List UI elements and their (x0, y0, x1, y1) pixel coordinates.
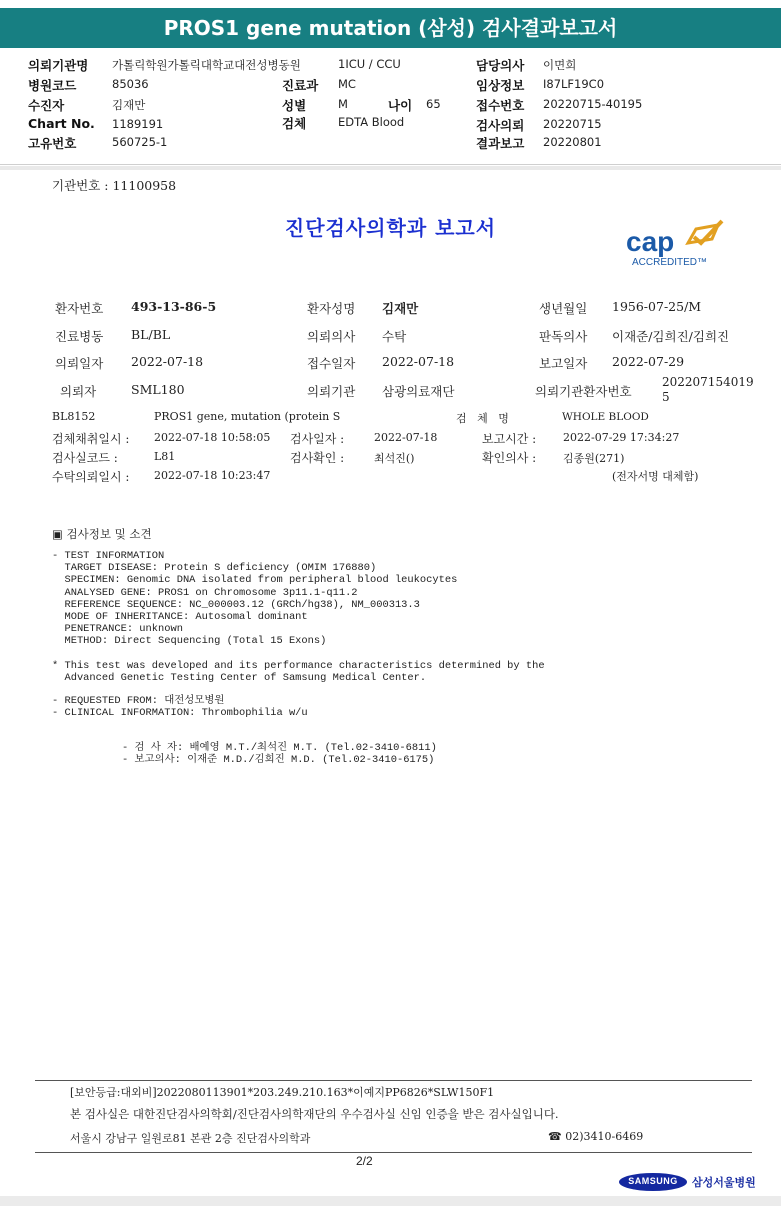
header-value: 이면희 (543, 58, 577, 72)
bottom-band (0, 1196, 781, 1206)
field-label: 확인의사 : (482, 451, 537, 465)
field-label: 의뢰기관환자번호 (535, 384, 632, 399)
hospital-name: 삼성서울병원 (692, 1176, 756, 1189)
header-label: 수진자 (28, 98, 65, 113)
header-value: 65 (426, 97, 441, 111)
reading-doctors: 이재준/김희진/김희진 (612, 329, 730, 344)
staff-contacts-block: - 검 사 자: 배예영 M.T./최석진 M.T. (Tel.02-3410-6811) - 보고의사: 이재준 M.D./김희진 M.D. (Tel.02-3410-6175) (122, 742, 437, 767)
header-value: 가톨릭학원가톨릭대학교대전성병동원 (112, 58, 301, 72)
test-date: 2022-07-18 (374, 431, 438, 444)
samsung-logo (618, 1172, 688, 1192)
requester: SML180 (131, 382, 185, 397)
test-confirmer: 최석진() (374, 452, 415, 465)
ordering-doctor: 수탁 (382, 329, 407, 344)
header-label: 임상정보 (476, 78, 525, 93)
request-header (0, 50, 781, 165)
header-label: 검체 (282, 116, 307, 131)
section-heading: ▣ 검사정보 및 소견 (52, 527, 152, 541)
field-label: 접수일자 (307, 356, 356, 371)
institution-number: 기관번호 : 11100958 (52, 178, 177, 193)
birth-date: 1956-07-25/M (612, 299, 702, 314)
lab-address: 서울시 강남구 일원로81 본관 2층 진단검사의학과 (70, 1132, 311, 1145)
header-label: Chart No. (28, 116, 95, 131)
report-time: 2022-07-29 17:34:27 (563, 431, 680, 444)
report-title-bar: PROS1 gene mutation (삼성) 검사결과보고서 (0, 8, 781, 48)
header-value: 20220715-40195 (543, 97, 643, 111)
header-value: 560725-1 (112, 135, 168, 149)
requesting-institution: 삼광의료재단 (382, 384, 455, 399)
svg-text:ACCREDITED™: ACCREDITED™ (632, 257, 708, 268)
field-label: 진료병동 (55, 329, 104, 344)
test-name: PROS1 gene, mutation (protein S (154, 410, 341, 423)
field-label: 의뢰일자 (55, 356, 104, 371)
header-label: 고유번호 (28, 136, 77, 151)
field-label: 검사일자 : (290, 432, 345, 446)
receipt-date: 2022-07-18 (382, 354, 455, 369)
request-information-block: - REQUESTED FROM: 대전성모병원 - CLINICAL INFORMATION: Thrombophilia w/u (52, 695, 308, 720)
header-value: EDTA Blood (338, 115, 405, 129)
report-heading: 진단검사의학과 보고서 (284, 216, 497, 240)
header-label: 진료과 (282, 78, 319, 93)
cap-logo-icon (618, 215, 728, 275)
ward: BL/BL (131, 327, 171, 342)
collection-datetime: 2022-07-18 10:58:05 (154, 431, 271, 444)
request-date: 2022-07-18 (131, 354, 204, 369)
header-value: 1189191 (112, 117, 164, 131)
field-label: 환자성명 (307, 301, 356, 316)
field-label: 보고일자 (539, 356, 588, 371)
svg-text:cap: cap (626, 226, 675, 257)
footer-top-rule (35, 1080, 752, 1081)
field-label: 환자번호 (55, 301, 104, 316)
header-value: 김재만 (112, 98, 146, 112)
lab-code: L81 (154, 450, 176, 463)
confirming-doctor: 김종원(271) (563, 452, 625, 465)
cap-accredited-logo (618, 215, 728, 275)
header-value: 20220715 (543, 117, 602, 131)
field-label: 판독의사 (539, 329, 588, 344)
header-label: 검사의뢰 (476, 118, 525, 133)
header-label: 병원코드 (28, 78, 77, 93)
header-value: 1ICU / CCU (338, 57, 401, 71)
patient-name: 김재만 (382, 301, 419, 316)
field-label: 생년월일 (539, 301, 588, 316)
consignment-datetime: 2022-07-18 10:23:47 (154, 469, 271, 482)
samsung-logo-text: SAMSUNG (628, 1176, 678, 1186)
lab-phone: ☎ 02)3410-6469 (548, 1130, 644, 1143)
specimen-type: WHOLE BLOOD (562, 411, 649, 423)
test-code: BL8152 (52, 410, 96, 423)
header-label: 의뢰기관명 (28, 58, 89, 73)
header-label: 나이 (388, 98, 413, 113)
header-label: 결과보고 (476, 136, 525, 151)
report-date: 2022-07-29 (612, 354, 685, 369)
field-label: 의뢰의사 (307, 329, 356, 344)
field-label: 검 체 명 (456, 412, 509, 425)
institution-patient-number: 202207154019 (662, 375, 754, 389)
header-value: MC (338, 77, 356, 91)
field-label: 검사실코드 : (52, 451, 118, 465)
footer-bottom-rule (35, 1152, 752, 1153)
field-label: 보고시간 : (482, 432, 537, 446)
field-label: 의뢰자 (60, 384, 97, 399)
header-value: 85036 (112, 77, 149, 91)
institution-patient-number-wrap: 5 (662, 390, 670, 404)
header-value: 20220801 (543, 135, 602, 149)
test-development-note: * This test was developed and its performance characteristics determined by the Advanced Genetic Testing Center of Samsung Medical Center. (52, 660, 545, 685)
field-label: 의뢰기관 (307, 384, 356, 399)
field-label: 검체채취일시 : (52, 432, 130, 446)
certification-statement: 본 검사실은 대한진단검사의학회/진단검사의학재단의 우수검사실 신임 인증을 받은 검사실입니다. (70, 1107, 559, 1121)
header-label: 성별 (282, 98, 307, 113)
security-line: [보안등급:대외비]2022080113901*203.249.210.163*이예지PP6826*SLW150F1 (70, 1086, 495, 1099)
esign-note: (전자서명 대체함) (612, 470, 699, 483)
header-value: M (338, 97, 348, 111)
field-label: 검사확인 : (290, 451, 345, 465)
header-value: I87LF19C0 (543, 77, 605, 91)
test-information-block: - TEST INFORMATION TARGET DISEASE: Protein S deficiency (OMIM 176880) SPECIMEN: Genomic DNA isolated from peripheral blood leukocytes ANALYSED GENE: PROS1 on Chromosome 3p11.1-q11.2 REFERENCE SEQUENCE: NC_000003.12 (GRCh/hg38), NM_000313.3 MODE OF INHERITANCE: Autosomal dominant PENETRANCE: unknown METHOD: Direct Sequencing (Total 15 Exons) (52, 550, 458, 648)
patient-number: 493-13-86-5 (131, 299, 217, 314)
section-divider (0, 166, 781, 170)
header-label: 접수번호 (476, 98, 525, 113)
header-label: 담당의사 (476, 58, 525, 73)
page-number: 2/2 (356, 1154, 373, 1168)
field-label: 수탁의뢰일시 : (52, 470, 130, 484)
